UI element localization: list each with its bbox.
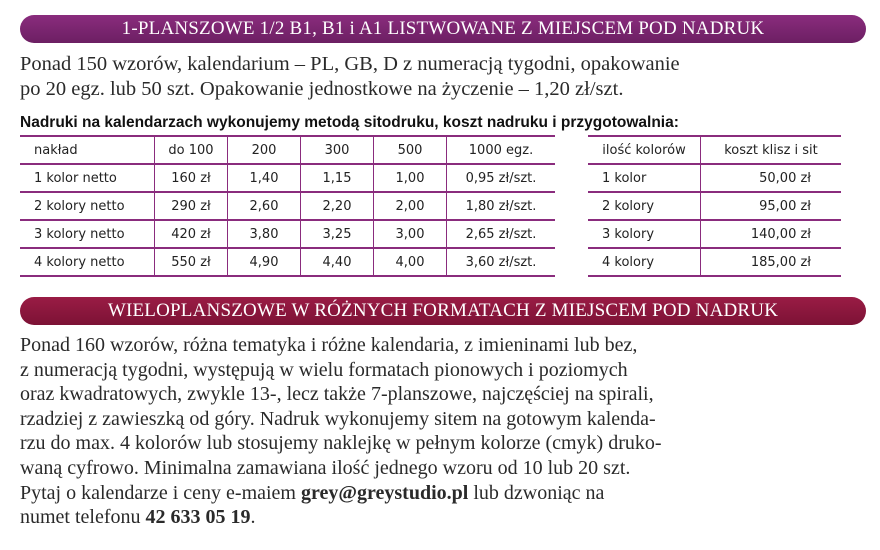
printing-price-table (20, 135, 555, 277)
phone-line (20, 505, 850, 530)
section1-title-banner: 1-PLANSZOWE 1/2 B1, B1 i A1 LISTWOWANE Z MIEJSCEM POD NADRUK (20, 15, 866, 43)
column-header: nakład (20, 136, 155, 164)
phone-prefix: numet telefonu (20, 506, 146, 529)
table-header-row (588, 136, 841, 164)
section2-line: rzu do max. 4 kolorów lub stosujemy naklejkę w pełnym kolorze (cmyk) druko- (20, 432, 662, 455)
table-cell: 2,65 zł/szt. (447, 220, 556, 248)
section2-line: Ponad 160 wzorów, różna tematyka i różne kalendaria, z imieninami lub bez, (20, 334, 638, 356)
table-cell: 420 zł (155, 220, 228, 248)
table-row (588, 220, 841, 248)
table-cell: 140,00 zł (701, 220, 842, 248)
table-cell: 4 kolory (588, 248, 701, 276)
table-cell: 1 kolor (588, 164, 701, 192)
table-cell: 95,00 zł (701, 192, 842, 220)
column-header: 200 (228, 136, 301, 164)
phone-number[interactable]: 42 633 05 19 (145, 506, 251, 529)
section2-title-banner: WIELOPLANSZOWE W RÓŻNYCH FORMATACH Z MIEJSCEM POD NADRUK (20, 297, 866, 325)
table-cell: 3 kolory netto (20, 220, 155, 248)
contact-line (20, 481, 850, 506)
table-cell: 1,00 (374, 164, 447, 192)
table-row (20, 192, 555, 220)
printing-subheading: Nadruki na kalendarzach wykonujemy metodą sitodruku, koszt nadruku i przygotowalnia: (20, 114, 679, 131)
phone-suffix: . (250, 506, 256, 529)
table-cell: 0,95 zł/szt. (447, 164, 556, 192)
table-cell: 185,00 zł (701, 248, 842, 276)
column-header: do 100 (155, 136, 228, 164)
section1-description (20, 52, 850, 102)
table-cell: 2,20 (301, 192, 374, 220)
section2-line: oraz kwadratowych, zwykle 13-, lecz także 7-planszowe, najczęściej na spirali, (20, 383, 654, 406)
table-cell: 3,80 (228, 220, 301, 248)
email-link[interactable]: grey@greystudio.pl (301, 481, 469, 504)
table-cell: 1 kolor netto (20, 164, 155, 192)
table-cell: 4 kolory netto (20, 248, 155, 276)
section1-line: po 20 egz. lub 50 szt. Opakowanie jednostkowe na życzenie – 1,20 zł/szt. (20, 78, 624, 100)
table-cell: 1,15 (301, 164, 374, 192)
column-header: 300 (301, 136, 374, 164)
table-cell: 50,00 zł (701, 164, 842, 192)
table-cell: 290 zł (155, 192, 228, 220)
table-header-row (20, 136, 555, 164)
table-cell: 4,00 (374, 248, 447, 276)
table-cell: 3,00 (374, 220, 447, 248)
table-row (20, 164, 555, 192)
table-cell: 2 kolory (588, 192, 701, 220)
table-cell: 1,80 zł/szt. (447, 192, 556, 220)
table-cell: 3,60 zł/szt. (447, 248, 556, 276)
table-cell: 4,90 (228, 248, 301, 276)
table-row (20, 248, 555, 276)
table-cell: 1,40 (228, 164, 301, 192)
table-cell: 550 zł (155, 248, 228, 276)
table-cell: 2,60 (228, 192, 301, 220)
section2-line: rzadziej z zawieszką od góry. Nadruk wykonujemy sitem na gotowym kalenda- (20, 407, 656, 430)
column-header: ilość kolorów (588, 136, 701, 164)
table-cell: 3,25 (301, 220, 374, 248)
table-cell: 3 kolory (588, 220, 701, 248)
plate-cost-table (588, 135, 841, 277)
table-row (588, 192, 841, 220)
column-header: koszt klisz i sit (701, 136, 842, 164)
section2-line: z numeracją tygodni, występują w wielu formatach pionowych i poziomych (20, 358, 628, 381)
section1-line: Ponad 150 wzorów, kalendarium – PL, GB, D z numeracją tygodni, opakowanie (20, 53, 680, 75)
column-header: 500 (374, 136, 447, 164)
table-cell: 2,00 (374, 192, 447, 220)
contact-prefix: Pytaj o kalendarze i ceny e-maiem (20, 481, 301, 504)
table-row (588, 248, 841, 276)
table-row (588, 164, 841, 192)
column-header: 1000 egz. (447, 136, 556, 164)
contact-middle: lub dzwoniąc na (468, 481, 605, 504)
table-row (20, 220, 555, 248)
table-cell: 2 kolory netto (20, 192, 155, 220)
section2-line: waną cyfrowo. Minimalna zamawiana ilość jednego wzoru od 10 lub 20 szt. (20, 456, 631, 479)
section2-description (20, 333, 850, 530)
table-cell: 4,40 (301, 248, 374, 276)
table-cell: 160 zł (155, 164, 228, 192)
